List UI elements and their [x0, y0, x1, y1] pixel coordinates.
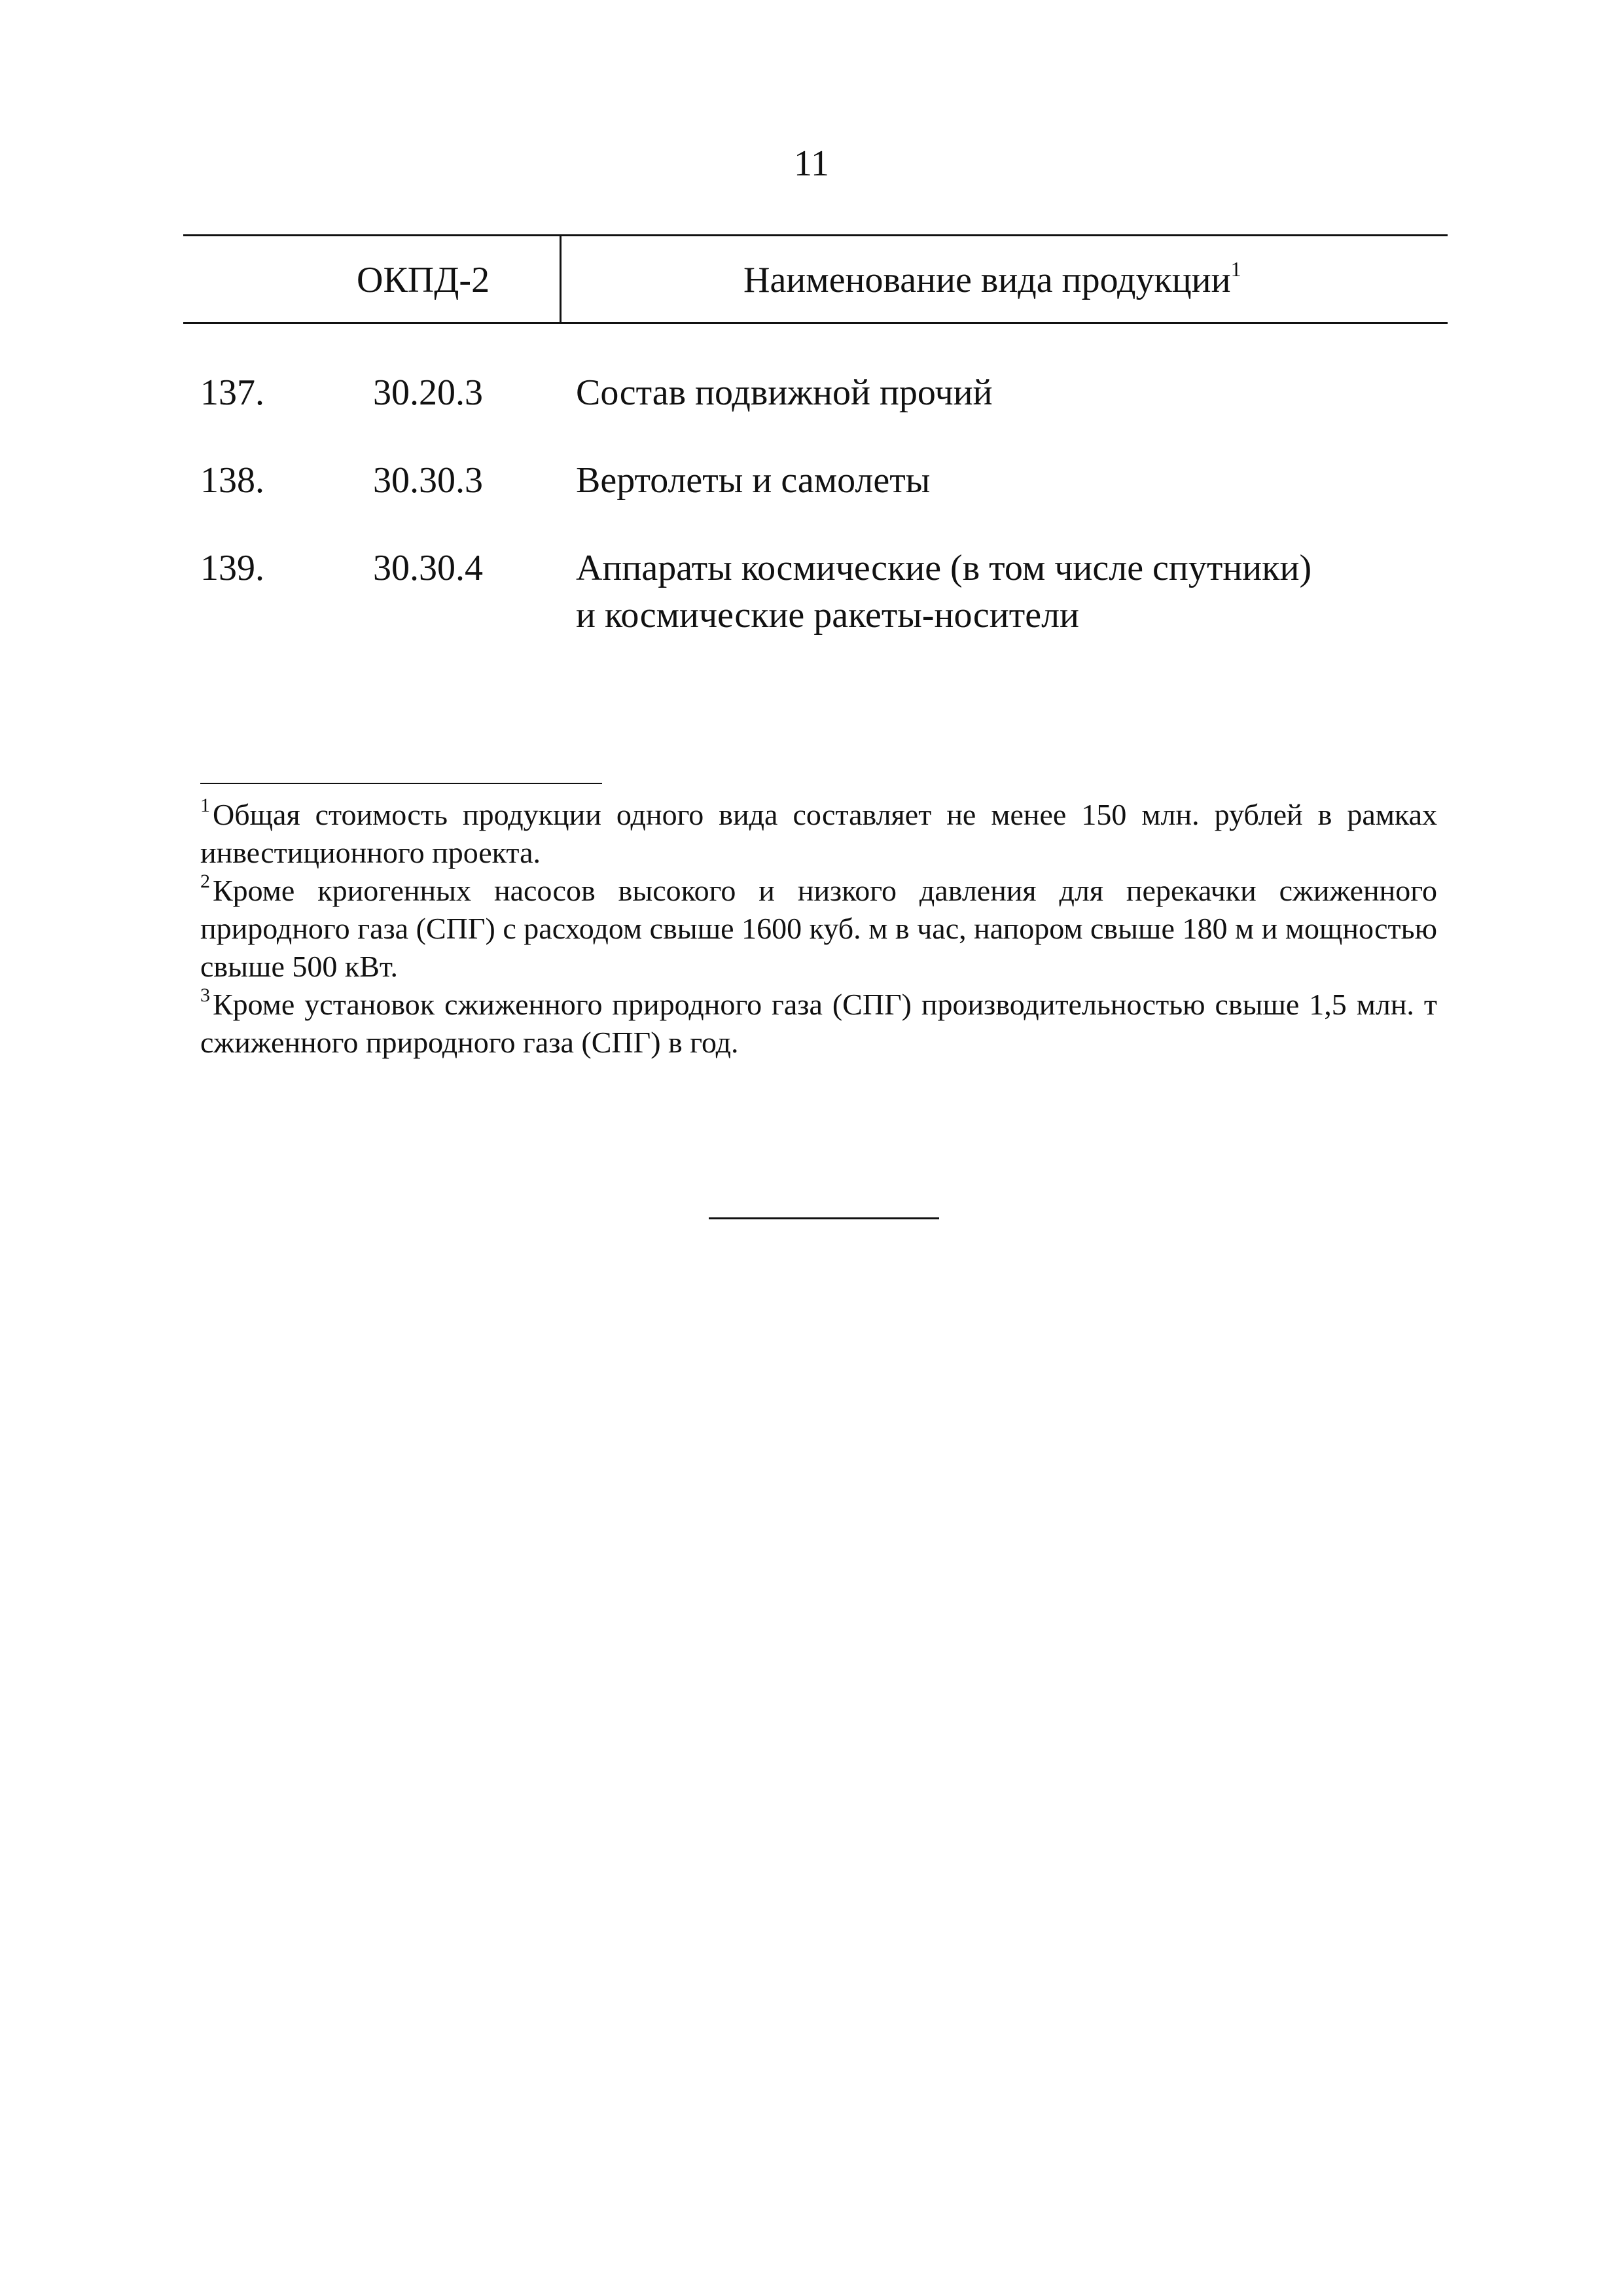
- column-header-code: ОКПД-2: [357, 260, 490, 300]
- footnote-3-text: Кроме установок сжиженного природного газа (СПГ) производительностью свыше 1,5 млн. т сжиженного природного газа (СПГ) в год.: [200, 988, 1437, 1059]
- table-header-divider: [560, 234, 562, 323]
- footnote-2-mark: 2: [200, 870, 210, 892]
- column-header-name: [743, 259, 1241, 301]
- table-header-bottom-rule: [183, 322, 1448, 324]
- footnote-2: [200, 872, 1437, 986]
- row-137-code: 30.20.3: [373, 372, 483, 413]
- row-137-name: Состав подвижной прочий: [576, 372, 993, 413]
- footnote-3-mark: 3: [200, 984, 210, 1006]
- row-139-name-line-2: и космические ракеты-носители: [576, 595, 1079, 636]
- row-139-number: 139.: [200, 548, 264, 588]
- row-138-code: 30.30.3: [373, 460, 483, 501]
- footnote-3: [200, 986, 1437, 1062]
- column-header-name-label: Наименование вида продукции: [743, 260, 1231, 300]
- footnotes: [200, 796, 1437, 1062]
- footnote-separator: [200, 783, 602, 784]
- column-header-footnote-ref: 1: [1230, 257, 1241, 281]
- footnote-1-mark: 1: [200, 795, 210, 816]
- row-138-name: Вертолеты и самолеты: [576, 460, 931, 501]
- row-139-code: 30.30.4: [373, 548, 483, 588]
- footnote-1: [200, 796, 1437, 872]
- row-137-number: 137.: [200, 372, 264, 413]
- end-of-document-rule: [709, 1217, 939, 1219]
- row-138-number: 138.: [200, 460, 264, 501]
- footnote-1-text: Общая стоимость продукции одного вида составляет не менее 150 млн. рублей в рамках инвестиционного проекта.: [200, 798, 1437, 869]
- row-139-name-line-1: Аппараты космические (в том числе спутники): [576, 548, 1312, 588]
- footnote-2-text: Кроме криогенных насосов высокого и низкого давления для перекачки сжиженного природного газа (СПГ) с расходом свыше 1600 куб. м в час, напором свыше 180 м и мощностью свыше 500 кВт.: [200, 874, 1437, 983]
- page-number: 11: [794, 143, 829, 184]
- table-top-rule: [183, 234, 1448, 236]
